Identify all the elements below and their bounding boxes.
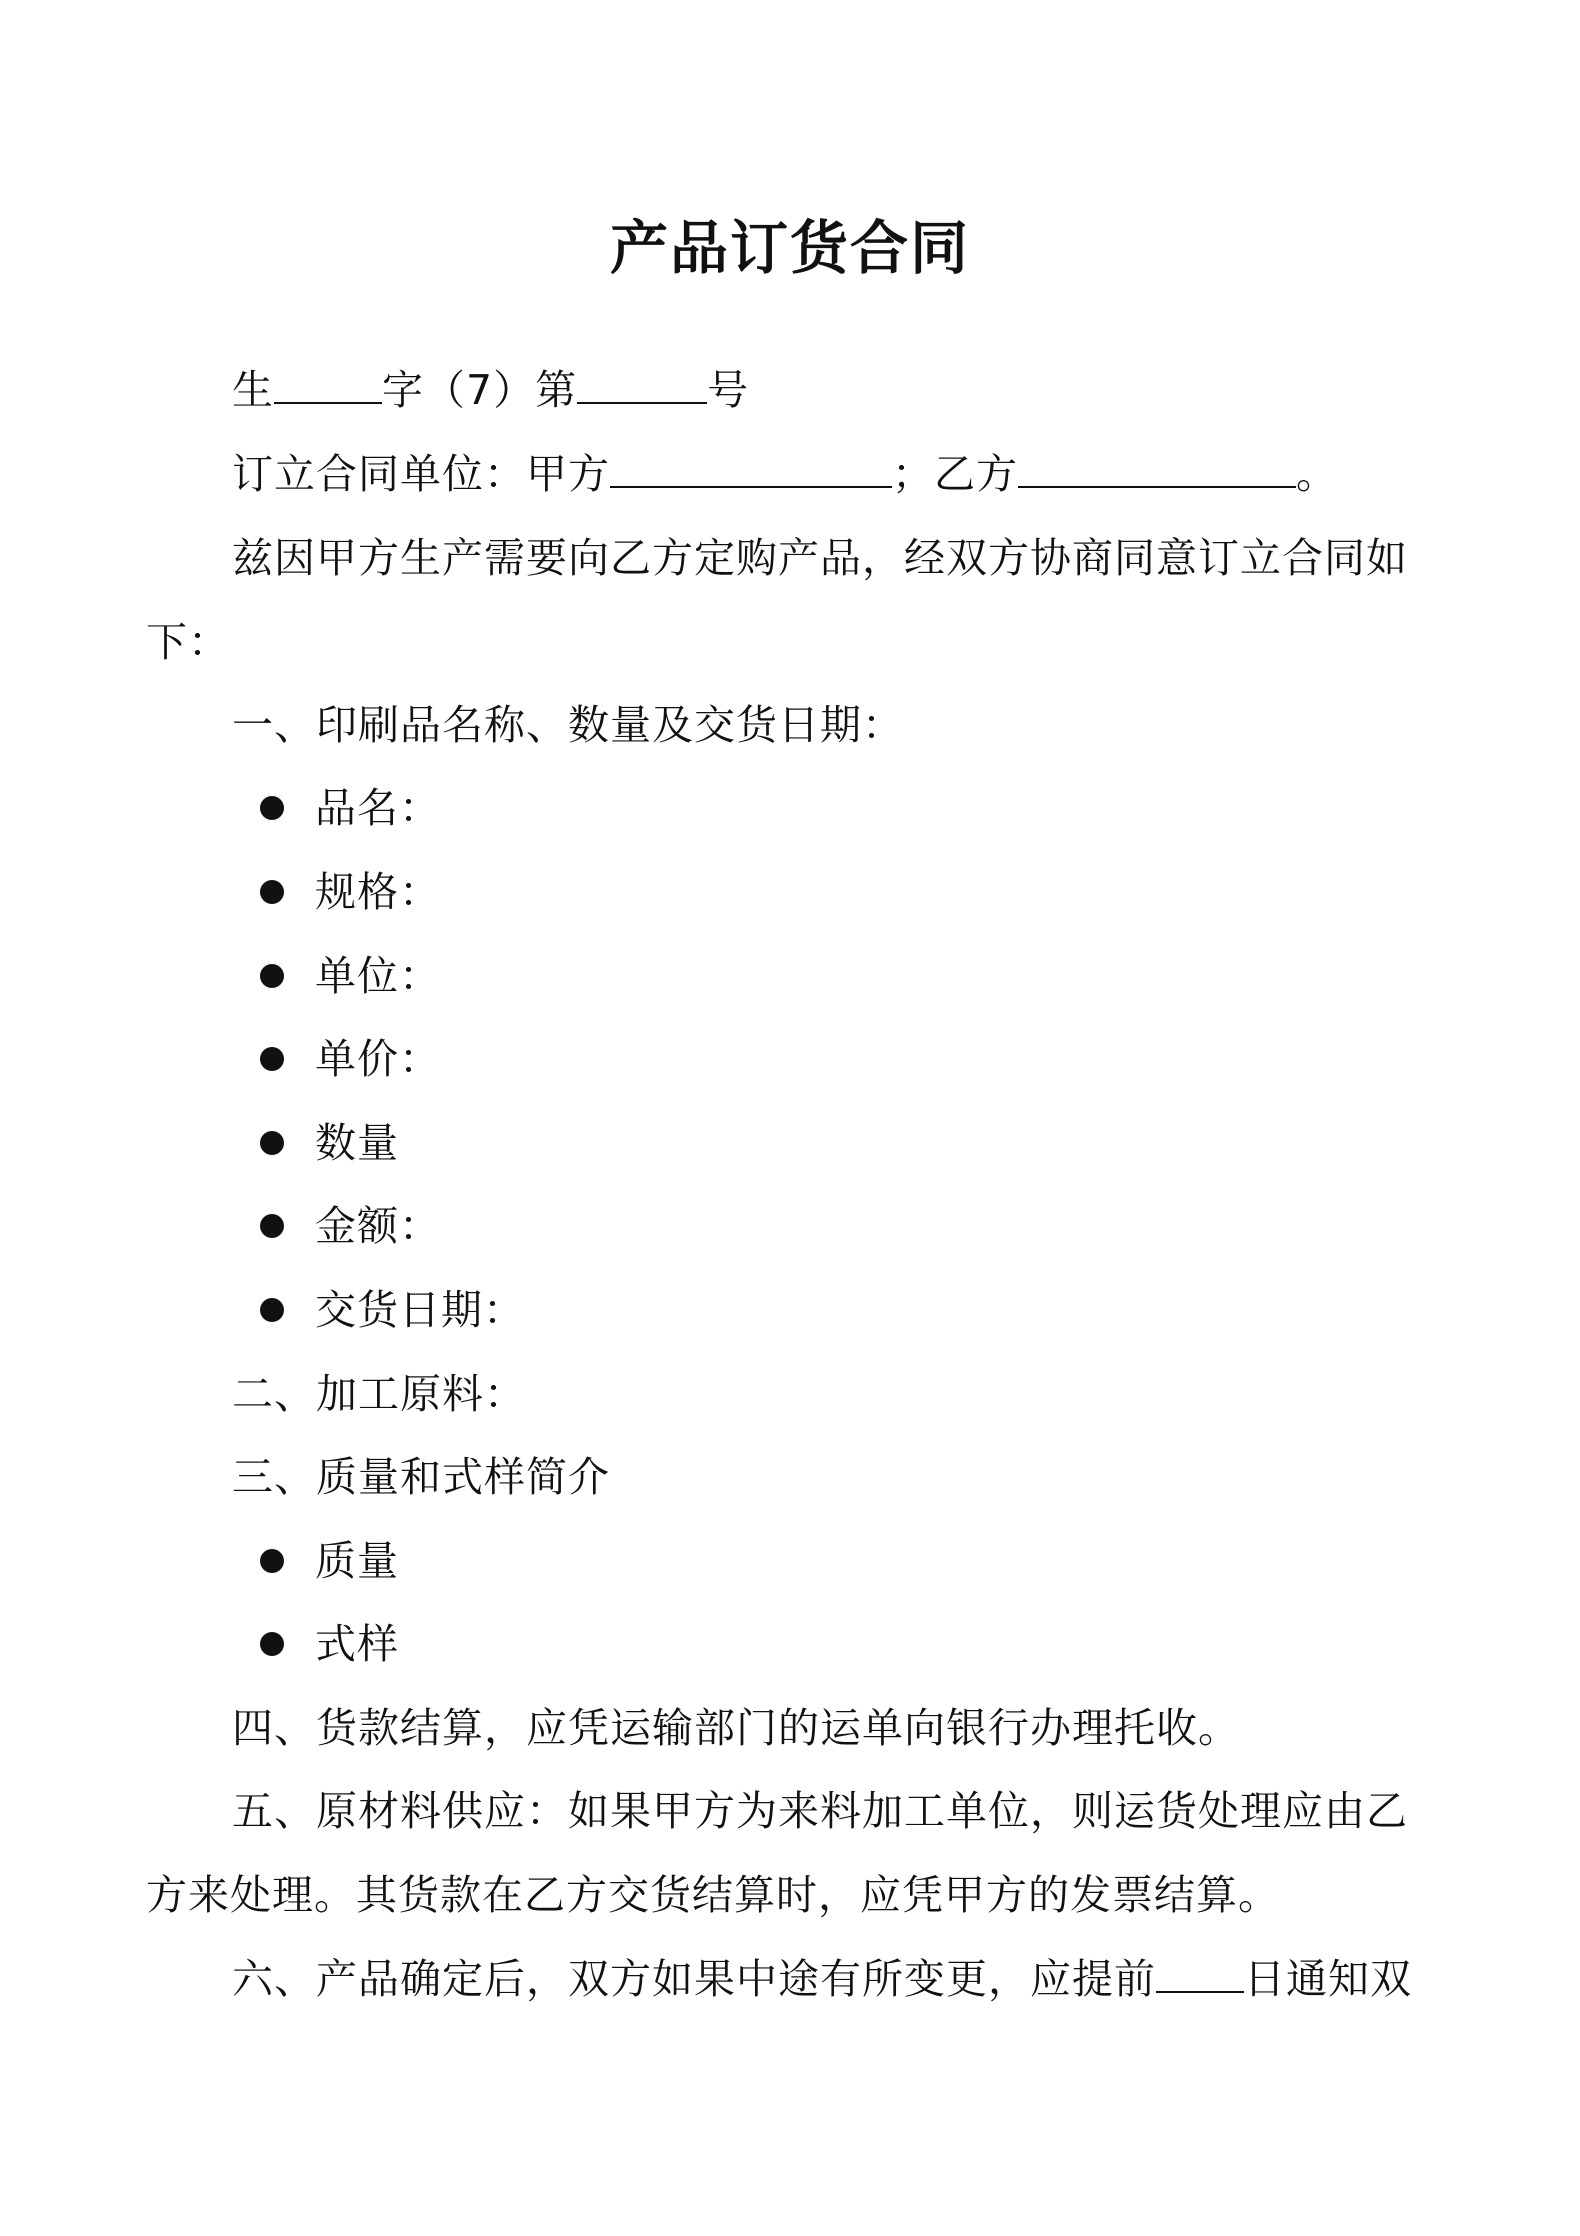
section-3-heading: 三、质量和式样简介 [232,1453,610,1501]
section-2-heading: 二、加工原料： [232,1370,526,1418]
list-item-label: 质量 [315,1537,399,1585]
list-item-label: 单价： [315,1035,441,1083]
parties-line [232,446,1338,502]
bullet-icon [260,964,284,988]
list-item-label: 金额： [315,1202,441,1250]
contract-zi-label: 字（7）第 [382,366,578,414]
section-5-line-1: 五、原材料供应：如果甲方为来料加工单位，则运货处理应由乙 [232,1787,1408,1835]
bullet-icon [260,880,284,904]
list-item-label: 交货日期： [315,1286,525,1334]
contract-hao-label: 号 [707,366,750,414]
bullet-icon [260,1131,284,1155]
intro-line-2: 下： [146,618,230,666]
contract-number-blank[interactable] [577,362,707,404]
list-item-label: 品名： [315,784,441,832]
notice-days-blank[interactable] [1156,1951,1244,1993]
contract-prefix: 生 [232,366,274,414]
list-item-label: 单位： [315,952,441,1000]
section-1-heading: 一、印刷品名称、数量及交货日期： [232,701,904,749]
bullet-icon [260,1214,284,1238]
contract-prefix-blank[interactable] [274,362,382,404]
parties-end: 。 [1296,450,1338,498]
section-6-text-before: 六、产品确定后，双方如果中途有所变更，应提前 [232,1955,1156,2003]
party-b-blank[interactable] [1018,446,1296,488]
contract-number-line [232,362,749,418]
bullet-icon [260,1632,284,1656]
list-item-label: 数量 [315,1119,399,1167]
intro-line-1: 兹因甲方生产需要向乙方定购产品，经双方协商同意订立合同如 [232,534,1408,582]
bullet-icon [260,1298,284,1322]
list-item-label: 式样 [315,1620,399,1668]
party-b-label: ；乙方 [892,450,1018,498]
section-6-line [232,1951,1412,2007]
bullet-icon [260,1549,284,1573]
party-a-blank[interactable] [610,446,892,488]
list-item-label: 规格： [315,868,441,916]
section-4-text: 四、货款结算，应凭运输部门的运单向银行办理托收。 [232,1704,1240,1752]
bullet-icon [260,1047,284,1071]
bullet-icon [260,796,284,820]
party-a-label: 订立合同单位：甲方 [232,450,610,498]
document-title: 产品订货合同 [609,214,970,282]
section-6-text-after: 日通知双 [1244,1955,1412,2003]
section-5-line-2: 方来处理。其货款在乙方交货结算时，应凭甲方的发票结算。 [146,1871,1280,1919]
